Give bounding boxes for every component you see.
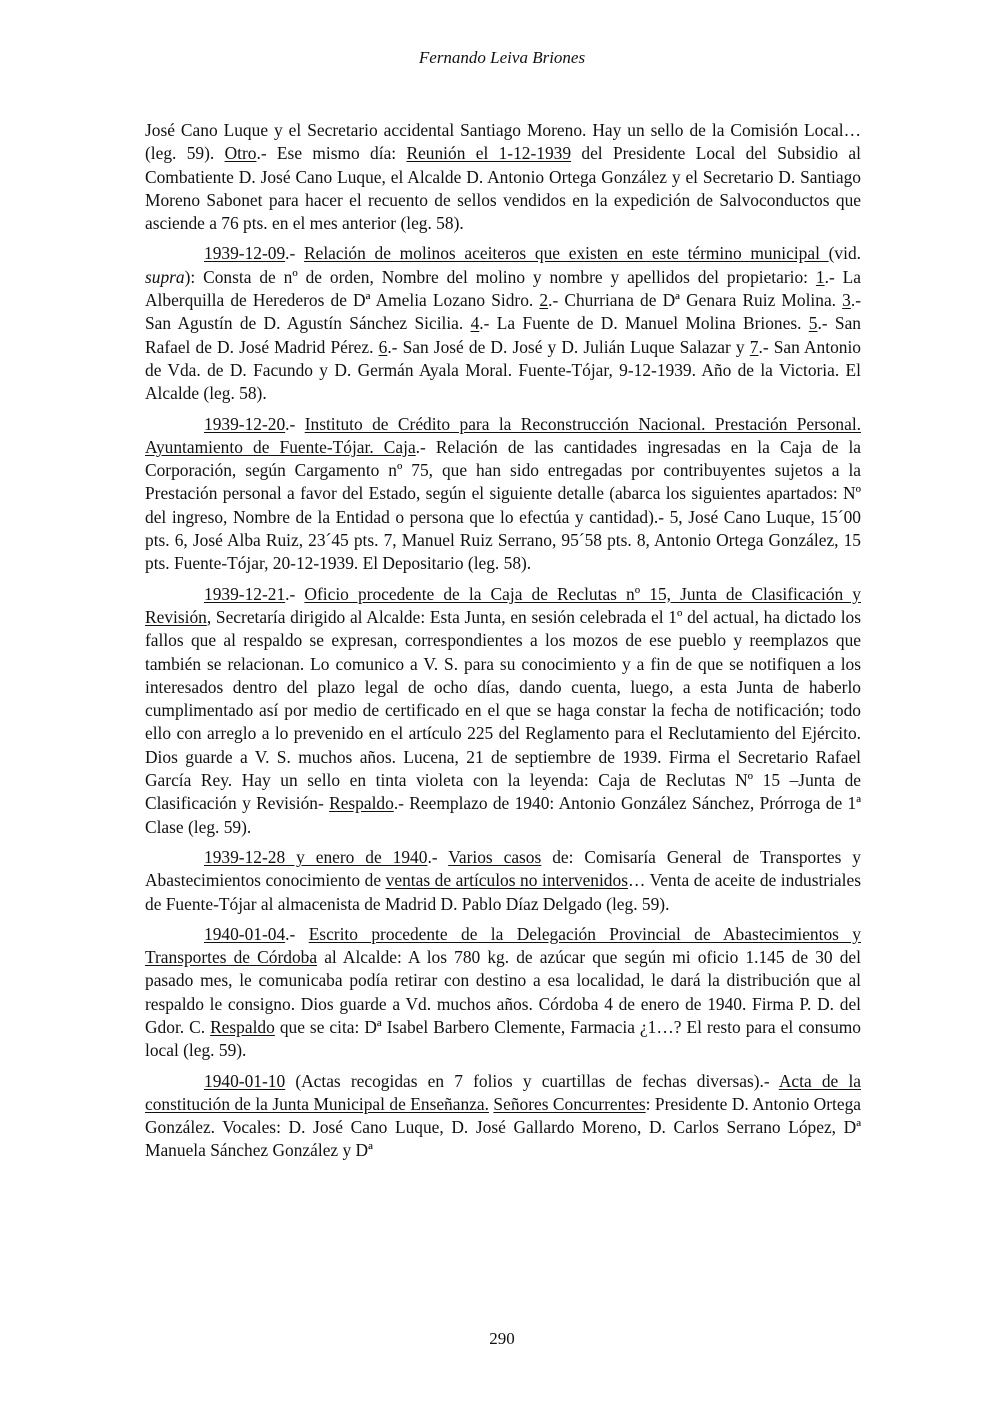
running-header: Fernando Leiva Briones <box>418 48 586 67</box>
entry-1940-01-04 <box>145 923 861 1063</box>
text: (vid. <box>828 243 861 264</box>
text: .- <box>427 846 449 867</box>
entry-1939-12-20 <box>145 413 861 576</box>
text: .- La Fuente de D. Manuel Molina Briones. <box>479 313 809 334</box>
text: .- San José de D. José y D. Julián Luque Salazar y <box>387 336 750 357</box>
text: .- <box>285 923 309 944</box>
list-number: 1 <box>815 266 825 287</box>
text: .- San Rafael de D. José Madrid Pérez. <box>145 313 861 357</box>
list-number: 3 <box>842 290 851 311</box>
text: .- <box>285 583 305 604</box>
list-number: 6 <box>378 336 388 357</box>
text: : Presidente D. Antonio Ortega González. Vocales: D. José Cano Luque, D. José Gallardo Moreno, D. Carlos Serrano López, Dª Manuela Sánchez González y Dª <box>145 1093 861 1161</box>
underlined-text: Respaldo <box>329 793 394 814</box>
underlined-text: ventas de artículos no intervenidos <box>385 870 628 891</box>
entry-1939-12-28 <box>145 846 861 916</box>
text: ): Consta de nº de orden, Nombre del molino y nombre y apellidos del propietario: <box>184 266 816 287</box>
list-number: 5 <box>808 313 818 334</box>
text: .- Ese mismo día: <box>256 143 407 164</box>
text: José Cano Luque y el Secretario accidental Santiago Moreno. Hay un sello de la Comisión Local… (leg. 59). <box>145 120 861 164</box>
underlined-text: Reunión el 1-12-1939 <box>406 143 572 164</box>
text: que se cita: Dª Isabel Barbero Clemente, Farmacia ¿1…? El resto para el consumo local (leg. 59). <box>145 1016 861 1061</box>
document-body <box>145 119 861 1170</box>
entry-title: Escrito procedente de la Delegación Provincial de Abastecimientos y Transportes de Córdoba <box>145 923 861 968</box>
text: .- <box>285 243 305 264</box>
list-number: 4 <box>470 313 480 334</box>
entry-title: Varios casos <box>448 846 542 867</box>
text: .- San Agustín de D. Agustín Sánchez Sicilia. <box>145 290 862 334</box>
entry-title: Instituto de Crédito para la Reconstrucción Nacional. Prestación Personal. Ayuntamiento de Fuente-Tójar. Caja <box>145 413 861 457</box>
text: .- Relación de las cantidades ingresadas en la Caja de la Corporación, según Cargamento nº 75, que han sido entregadas por contribuyentes sujetos a la Prestación personal a favor del Estado, según el siguiente detalle (abarca los siguientes apartados: Nº del ingreso, Nombre de la Entidad o persona que lo efectúa y cantidad).- 5, José Cano Luque, 15´00 pts. 6, José Alba Ruiz, 23´45 pts. 7, Manuel Ruiz Serrano, 95´58 pts. 8, Antonio Ortega González, 15 pts. Fuente-Tójar, 20-12-1939. El Depositario (leg. 58). <box>145 436 861 574</box>
entry-1939-12-21 <box>145 583 861 839</box>
entry-date: 1940-01-10 <box>204 1070 286 1091</box>
text: .- La Alberquilla de Herederos de Dª Amelia Lozano Sidro. <box>145 266 861 311</box>
text: al Alcalde: A los 780 kg. de azúcar que según mi oficio 1.145 de 30 del pasado mes, le comunicaba podía retirar con destino a esa localidad, le dará la distribución que al respaldo le consigno. Dios guarde a Vd. muchos años. Córdoba 4 de enero de 1940. Firma P. D. del Gdor. C. <box>145 947 861 1037</box>
entry-date: 1939-12-20 <box>204 413 286 434</box>
entry-date: 1939-12-21 <box>204 583 286 604</box>
page-number: 290 <box>489 1329 515 1348</box>
text: del Presidente Local del Subsidio al Combatiente D. José Cano Luque, el Alcalde D. Antonio Ortega González y el Secretario D. Santiago Moreno Sabonet para hacer el recuento de sellos vendidos en la expedición de Salvoconductos que asciende a 76 pts. en el mes anterior (leg. 58). <box>145 143 861 234</box>
underlined-text: Señores Concurrentes <box>493 1093 646 1114</box>
entry-date: 1940-01-04 <box>204 923 286 944</box>
text: … Venta de aceite de industriales de Fuente-Tójar al almacenista de Madrid D. Pablo Díaz Delgado (leg. 59). <box>145 870 861 914</box>
text: (Actas recogidas en 7 folios y cuartillas de fechas diversas).- <box>285 1070 779 1091</box>
entry-date: 1939-12-09 <box>204 243 286 264</box>
italic-text: supra <box>145 266 185 287</box>
text: .- <box>285 413 305 434</box>
paragraph-continuation <box>145 119 861 235</box>
text: .- San Antonio de Vda. de D. Facundo y D. Germán Ayala Moral. Fuente-Tójar, 9-12-1939. Año de la Victoria. El Alcalde (leg. 58). <box>145 336 861 404</box>
text: .- Reemplazo de 1940: Antonio González Sánchez, Prórroga de 1ª Clase (leg. 59). <box>145 793 861 837</box>
list-number: 7 <box>749 336 759 357</box>
text: .- Churriana de Dª Genara Ruiz Molina. <box>548 290 843 311</box>
entry-title: Oficio procedente de la Caja de Reclutas nº 15, Junta de Clasificación y Revisión <box>145 583 861 627</box>
list-number: 2 <box>539 290 549 311</box>
entry-date: 1939-12-28 y enero de 1940 <box>204 846 428 867</box>
text: de: Comisaría General de Transportes y Abastecimientos conocimiento de <box>145 846 861 891</box>
entry-title: Acta de la constitución de la Junta Municipal de Enseñanza. <box>145 1070 861 1114</box>
underlined-text: Otro <box>224 143 257 164</box>
entry-title: Relación de molinos aceiteros que existen en este término municipal <box>304 243 829 264</box>
entry-1940-01-10 <box>145 1070 861 1163</box>
text: , Secretaría dirigido al Alcalde: Esta Junta, en sesión celebrada el 1º del actual, ha dictado los fallos que al respaldo se expresan, correspondientes a los mozos de ese pueblo y reemplazos que también se relacionan. Lo comunico a V. S. para su conocimiento y a fin de que se notifiquen a los interesados dentro del plazo legal de ocho días, dando cuenta, luego, a esta Junta de haberlo cumplimentado así por medio de certificado en el que se haga constar la fecha de notificación; todo ello con arreglo a lo prevenido en el artículo 225 del Reglamento para el Reclutamiento del Ejército. Dios guarde a V. S. muchos años. Lucena, 21 de septiembre de 1939. Firma el Secretario Rafael García Rey. Hay un sello en tinta violeta con la leyenda: Caja de Reclutas Nº 15 –Junta de Clasificación y Revisión- <box>145 606 861 814</box>
underlined-text: Respaldo <box>210 1016 275 1037</box>
entry-1939-12-09 <box>145 242 861 405</box>
